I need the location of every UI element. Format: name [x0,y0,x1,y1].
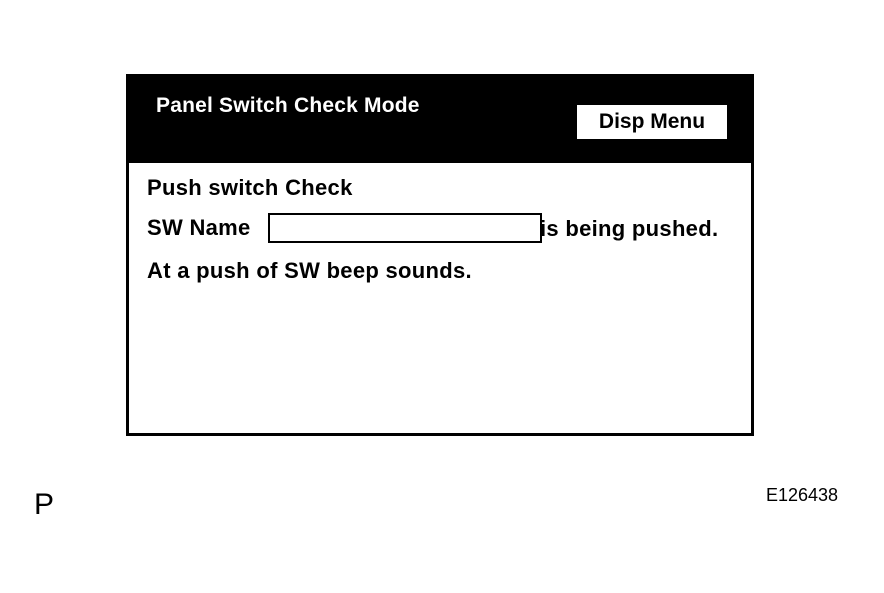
sw-name-field [268,213,542,243]
page-letter: P [34,488,55,521]
sw-pushed-text: is being pushed. [540,216,719,241]
display-screen [126,74,754,436]
disp-menu-button[interactable]: Disp Menu [577,105,727,139]
screen-body [129,163,751,433]
push-switch-check-heading: Push switch Check [147,175,353,200]
screen-title: Panel Switch Check Mode [156,94,420,117]
figure-id: E126438 [766,485,839,505]
screen-header [129,77,751,163]
sw-name-label: SW Name [147,215,251,240]
beep-note: At a push of SW beep sounds. [147,258,472,283]
